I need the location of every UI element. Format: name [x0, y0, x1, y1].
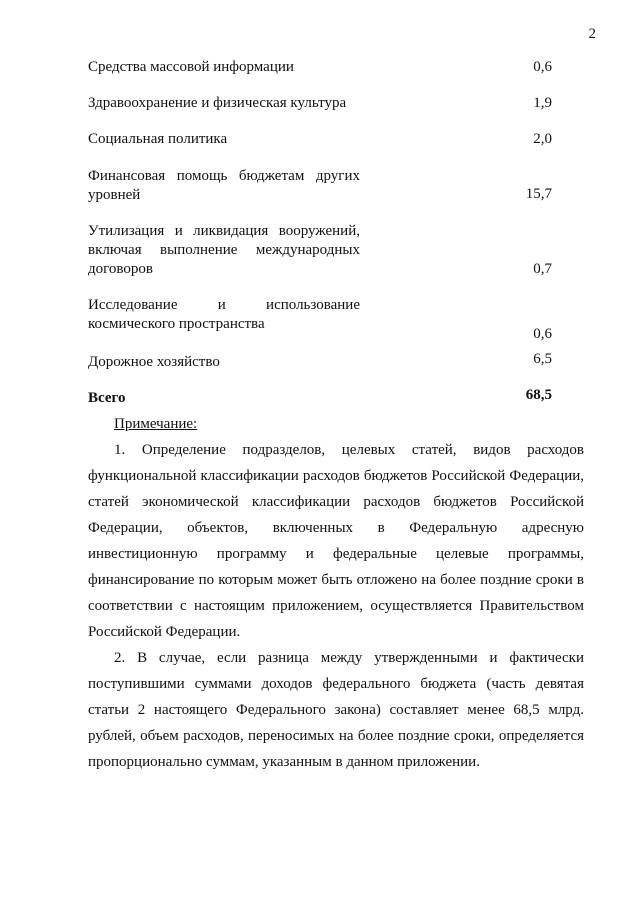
budget-table: [88, 52, 552, 408]
row-value: 0,6: [533, 59, 552, 75]
note-paragraph: 2. В случае, если разница между утвержденными и фактически поступившими суммами доходов федерального бюджета (часть девятая статьи 2 настоящего Федерального закона) составляет менее 68,5 млрд. рублей, объем расходов, переносимых на более поздние сроки, определяется пропорционально суммам, указанным в данном приложении.: [88, 650, 584, 770]
row-label: Финансовая помощь бюджетам других уровней: [88, 168, 360, 203]
row-label: Дорожное хозяйство: [88, 354, 220, 370]
row-value: 0,7: [533, 261, 552, 277]
table-row: [88, 130, 552, 149]
row-value: 6,5: [533, 351, 552, 367]
notes-heading: Примечание:: [114, 416, 198, 432]
row-value: 0,6: [533, 326, 552, 342]
row-value: 15,7: [525, 186, 552, 202]
row-label: Здравоохранение и физическая культура: [88, 95, 347, 111]
table-row: [88, 94, 552, 113]
note-paragraph: 1. Определение подразделов, целевых статей, видов расходов функциональной классификации расходов бюджетов Российской Федерации, статей экономической классификации расходов бюджетов Российской Федерации, объектов, включенных в Федеральную адресную инвестиционную программу и федеральные целевые программы, финансирование по которым может быть отложено на более поздние сроки в соответствии с настоящим приложением, осуществляется Правительством Российской Федерации.: [88, 442, 584, 640]
row-label: Средства массовой информации: [88, 59, 294, 75]
row-label: Исследование и использование космического пространства: [88, 297, 360, 332]
page-number: 2: [588, 26, 596, 42]
notes-section: [88, 411, 584, 775]
table-total-row: [88, 389, 552, 408]
row-label: Утилизация и ликвидация вооружений, включая выполнение международных договоров: [88, 223, 360, 277]
table-row: [88, 222, 552, 279]
total-value: 68,5: [525, 387, 552, 403]
row-label: Социальная политика: [88, 131, 228, 147]
total-label: Всего: [88, 390, 126, 406]
row-value: 2,0: [533, 131, 552, 147]
table-row: [88, 353, 552, 372]
row-value: 1,9: [533, 95, 552, 111]
table-row: [88, 296, 552, 342]
table-row: [88, 58, 552, 77]
table-row: [88, 167, 552, 205]
